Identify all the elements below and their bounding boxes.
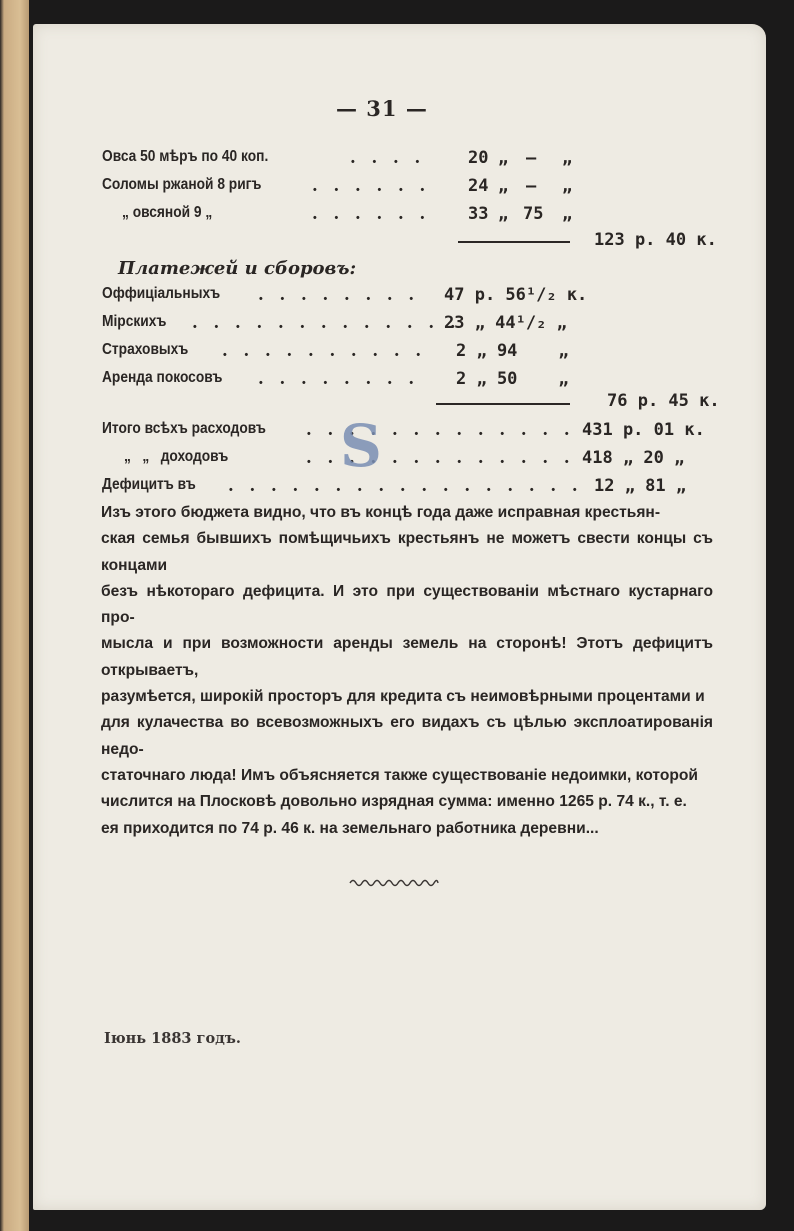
ledger-row xyxy=(0,313,794,339)
row-value: 2 „ 94 „ xyxy=(456,341,569,361)
paragraph-line: числится на Плосковѣ довольно изрядная сумма: именно 1265 р. 74 к., т. е. xyxy=(101,793,687,811)
ditto-mark: „ xyxy=(562,204,573,224)
subtotal-row xyxy=(0,230,794,256)
leader-dots: . . . . . . . . . . . . . xyxy=(192,313,461,332)
subtotal-value: 123 р. 40 к. xyxy=(594,230,717,250)
leader-dots: . . . . . . . . . . . . . . . . . xyxy=(228,476,583,495)
row-label: Итого всѣхъ расходовъ xyxy=(102,420,266,437)
paragraph-line: мысла и при возможности аренды земель на сторонѣ! Этотъ дефицитъ открываетъ, xyxy=(101,635,713,679)
rubles-value: 24 xyxy=(468,176,489,196)
paragraph-line: статочнаго люда! Имъ объясняется также существованіе недоимки, которой xyxy=(101,766,698,784)
ditto-mark: „ xyxy=(562,148,573,168)
row-label: „ „ доходовъ xyxy=(124,448,229,465)
section-heading: Платежей и сборовъ: xyxy=(118,258,357,279)
row-value: 418 „ 20 „ xyxy=(582,448,685,468)
row-value: 12 „ 81 „ xyxy=(594,476,687,496)
paragraph-line: для кулачества во всевозможныхъ его видахъ съ цѣлью эксплоатированія недо- xyxy=(101,714,713,758)
row-value: 431 р. 01 к. xyxy=(582,420,705,440)
ledger-row xyxy=(0,204,794,230)
ditto-mark: „ xyxy=(498,204,509,224)
row-value: 47 р. 56¹/₂ к. xyxy=(444,285,588,305)
paragraph-line: разумѣется, широкій просторъ для кредита съ неимовѣрными процентами и xyxy=(101,688,705,706)
summary-row xyxy=(0,448,794,474)
row-label: Мірскихъ xyxy=(102,313,167,330)
leader-dots: . . . . . . . . xyxy=(258,369,420,388)
ink-stain: S xyxy=(340,412,382,480)
leader-dots: . . . . . . xyxy=(312,204,431,223)
summary-row xyxy=(0,476,794,502)
kopeks-value: — xyxy=(526,148,537,168)
leader-dots: . . . . xyxy=(350,148,426,167)
subtotal-value: 76 р. 45 к. xyxy=(607,391,720,411)
leader-dots: . . . . . . xyxy=(312,176,431,195)
body-paragraph xyxy=(101,500,713,842)
row-value: 23 „ 44¹/₂ „ xyxy=(444,313,567,333)
paragraph-line: безъ нѣкотораго дефицита. И это при существованіи мѣстнаго кустарнаго про- xyxy=(101,582,713,627)
row-label: Аренда покосовъ xyxy=(102,369,223,386)
leader-dots: . . . . . . . . . . . . . xyxy=(306,448,575,467)
ditto-mark: „ xyxy=(562,176,573,196)
ledger-row xyxy=(0,285,794,311)
ditto-mark: „ xyxy=(498,148,509,168)
ledger-row xyxy=(0,341,794,367)
ledger-row xyxy=(0,176,794,202)
summary-row xyxy=(0,420,794,446)
wavy-divider-ornament xyxy=(348,876,440,890)
row-label: Овса 50 мѣръ по 40 коп. xyxy=(102,148,269,165)
rubles-value: 20 xyxy=(468,148,489,168)
page-number: — 31 — xyxy=(336,96,428,121)
paragraph-line: ская семья бывшихъ помѣщичьихъ крестьянъ не можетъ свести концы съ концами xyxy=(101,530,713,574)
leader-dots: . . . . . . . . . . . . . xyxy=(306,420,575,439)
row-label: Страховыхъ xyxy=(102,341,189,358)
ditto-mark: „ xyxy=(498,176,509,196)
row-label: Дефицитъ въ xyxy=(102,476,196,493)
paragraph-line: ея приходится по 74 р. 46 к. на земельнаго работника деревни... xyxy=(101,819,599,837)
row-label: Соломы ржаной 8 ригъ xyxy=(102,176,262,193)
row-label: „ овсяной 9 „ xyxy=(122,204,213,221)
leader-dots: . . . . . . . . . . xyxy=(222,341,427,360)
date-footer: Іюнь 1883 годъ. xyxy=(104,1030,241,1047)
leader-dots: . . . . . . . . xyxy=(258,285,420,304)
kopeks-value: — xyxy=(526,176,537,196)
rubles-value: 33 xyxy=(468,204,489,224)
paragraph-line: Изъ этого бюджета видно, что въ концѣ года даже исправная крестьян- xyxy=(101,504,661,521)
kopeks-value: 75 xyxy=(523,204,544,224)
ledger-row xyxy=(0,148,794,174)
row-label: Оффиціальныхъ xyxy=(102,285,221,302)
row-value: 2 „ 50 „ xyxy=(456,369,569,389)
subtotal-row xyxy=(0,391,794,417)
